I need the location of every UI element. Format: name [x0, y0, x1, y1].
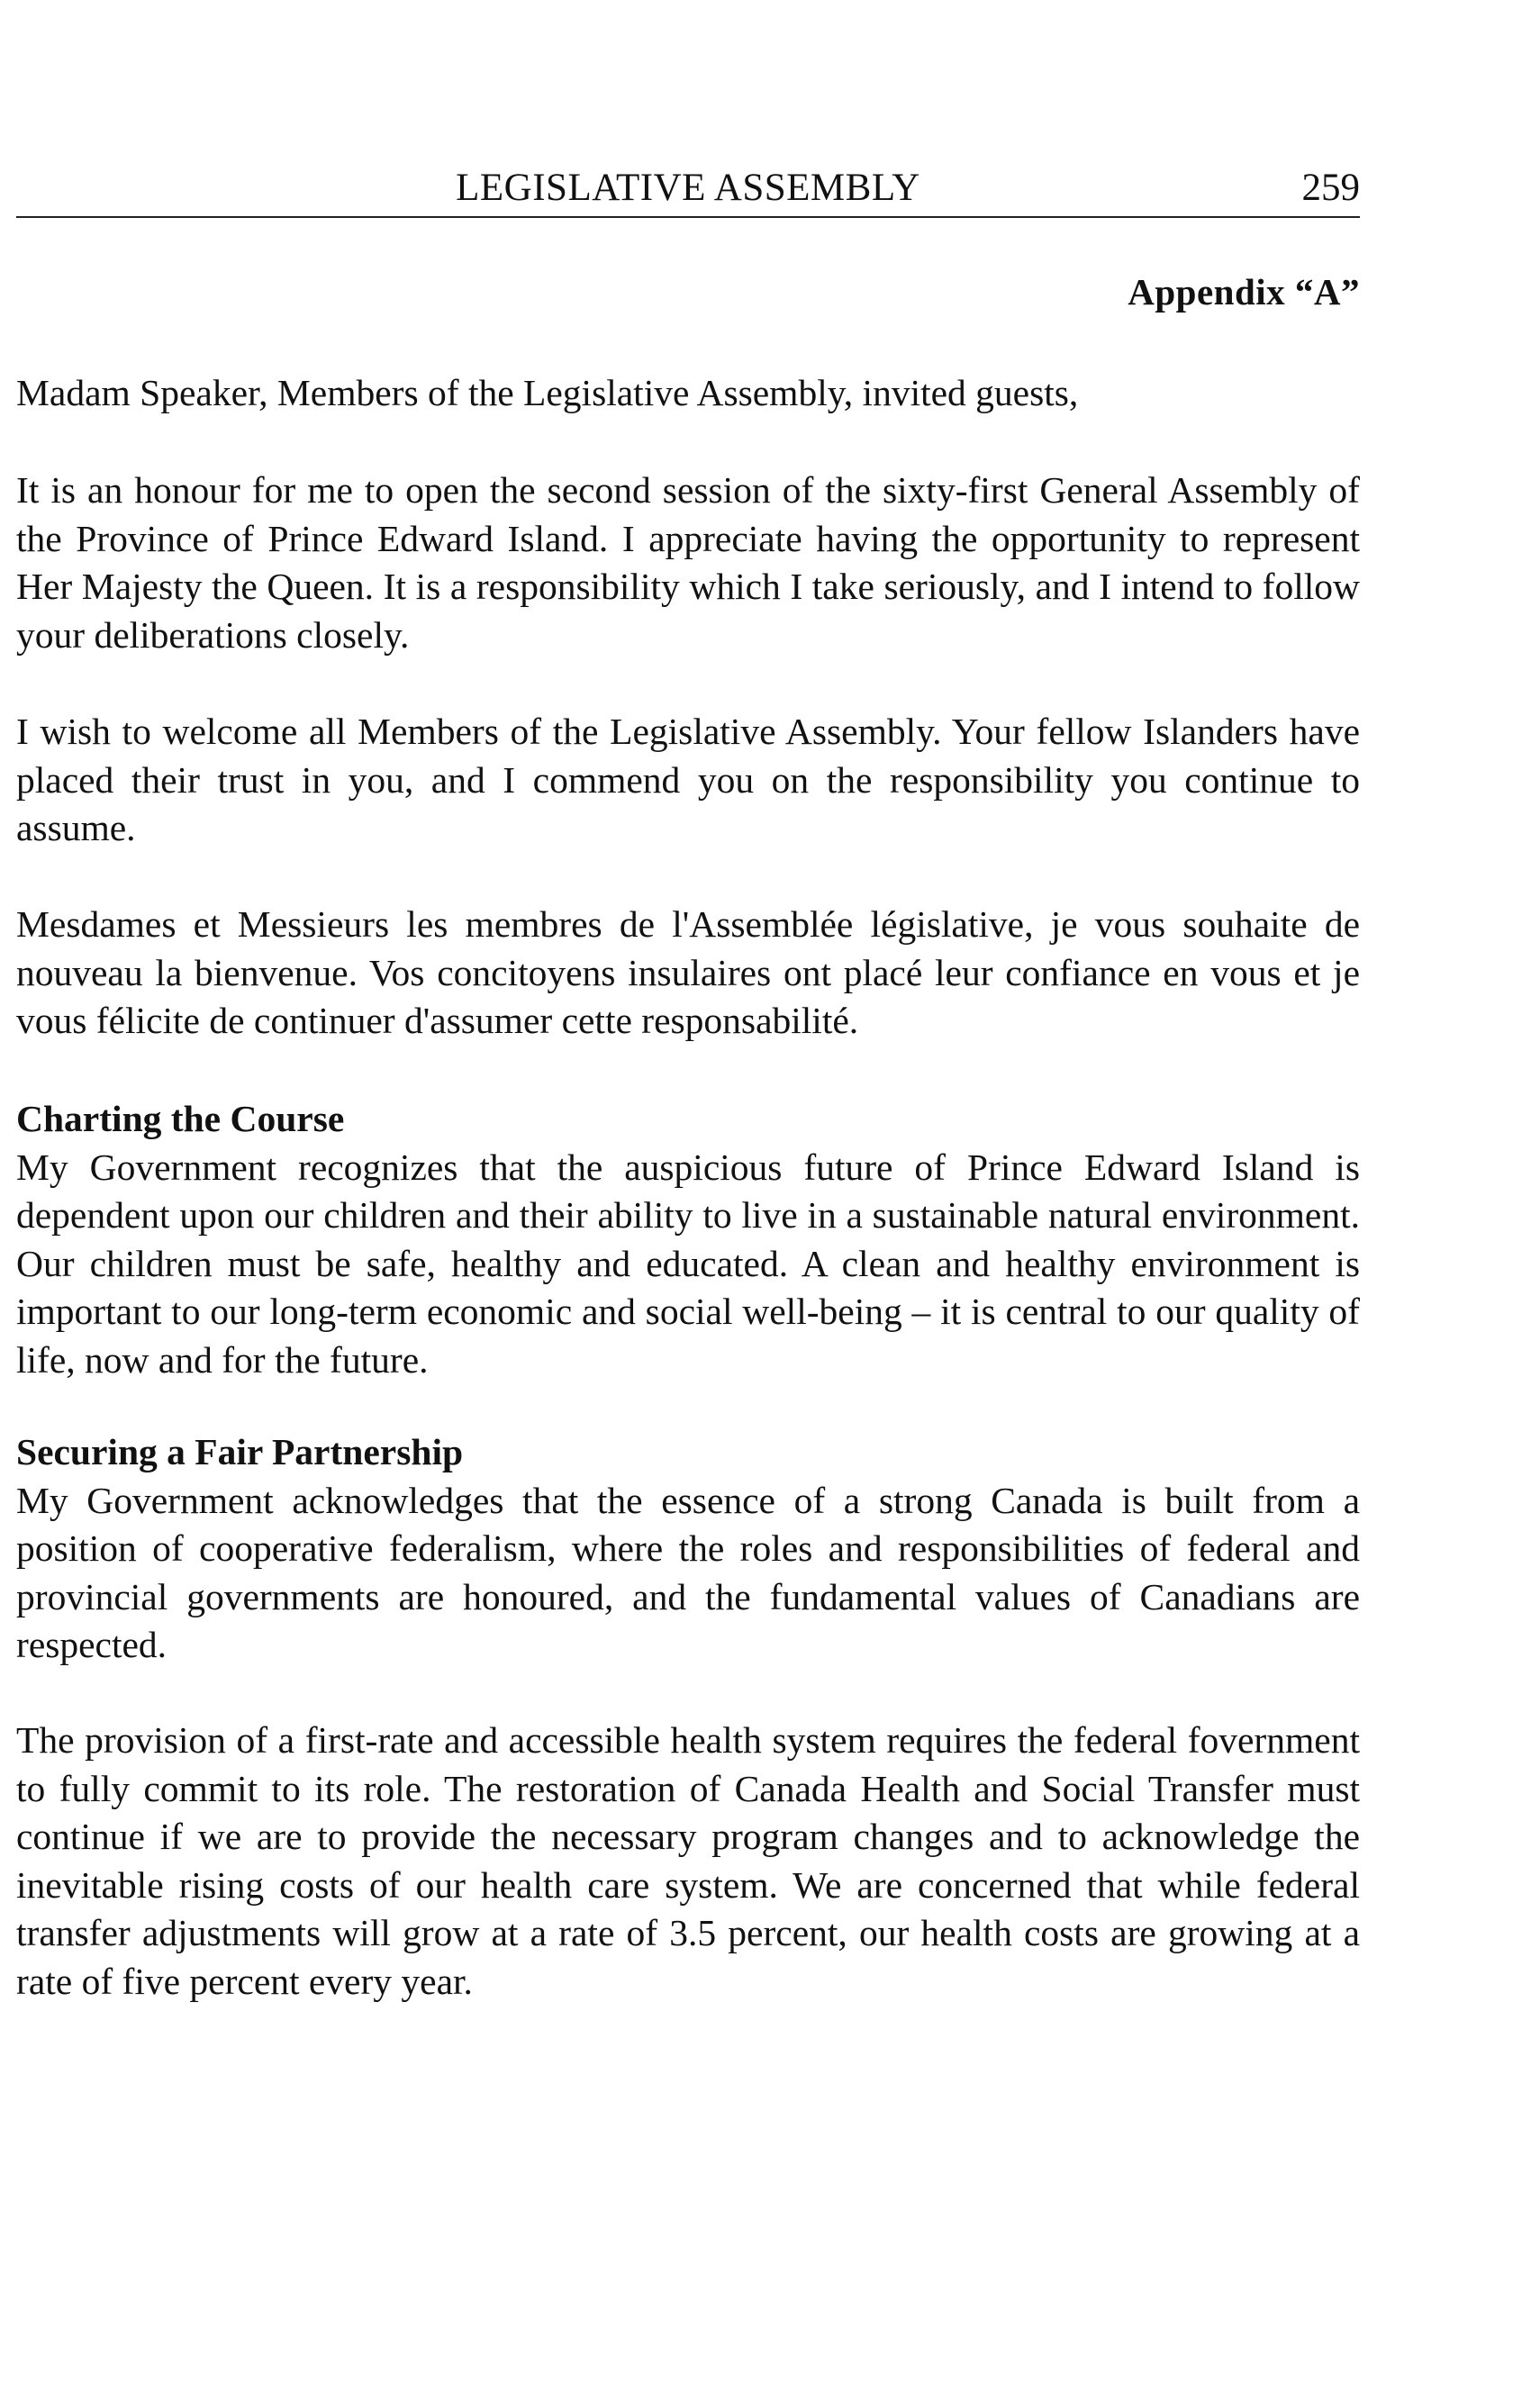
running-header	[16, 160, 1360, 218]
document-page	[16, 0, 1360, 2392]
header-title: LEGISLATIVE ASSEMBLY	[456, 167, 920, 209]
section-body: My Government acknowledges that the essence of a strong Canada is built from a position of cooperative federalism, where the roles and responsibilities of federal and provincial governments are honoured, and the fundamental values of Canadians are respected.	[16, 1479, 1360, 1665]
section-heading: Charting the Course	[16, 1098, 345, 1139]
section-charting-the-course	[16, 1095, 1360, 1384]
section-securing-a-fair-partnership	[16, 1428, 1360, 1670]
paragraph-french: Mesdames et Messieurs les membres de l'Assemblée législative, je vous souhaite de nouveau la bienvenue. Vos concitoyens insulaires ont placé leur confiance en vous et je vous félicite de continuer d'assumer cette responsabilité.	[16, 903, 1360, 1041]
paragraph-health-system: The provision of a first-rate and accessible health system requires the federal fovernment to fully commit to its role. The restoration of Canada Health and Social Transfer must continue if we are to provide the necessary program changes and to acknowledge the inevitable rising costs of our health care system. We are concerned that while federal transfer adjustments will grow at a rate of 3.5 percent, our health costs are growing at a rate of five percent every year.	[16, 1719, 1360, 2002]
appendix-label: Appendix “A”	[1128, 271, 1360, 313]
paragraph-welcome: I wish to welcome all Members of the Legislative Assembly. Your fellow Islanders have placed their trust in you, and I commend you on the responsibility you continue to assume.	[16, 711, 1360, 848]
section-heading: Securing a Fair Partnership	[16, 1431, 464, 1472]
page-number: 259	[1301, 167, 1360, 209]
salutation: Madam Speaker, Members of the Legislative Assembly, invited guests,	[16, 372, 1079, 413]
section-body: My Government recognizes that the auspicious future of Prince Edward Island is dependent upon our children and their ability to live in a sustainable natural environment. Our children must be safe, healthy and educated. A clean and healthy environment is important to our long-term economic and social well-being – it is central to our quality of life, now and for the future.	[16, 1146, 1360, 1381]
paragraph-honour: It is an honour for me to open the second session of the sixty-first General Assembly of the Province of Prince Edward Island. I appreciate having the opportunity to represent Her Majesty the Queen. It is a responsibility which I take seriously, and I intend to follow your deliberations closely.	[16, 469, 1360, 656]
